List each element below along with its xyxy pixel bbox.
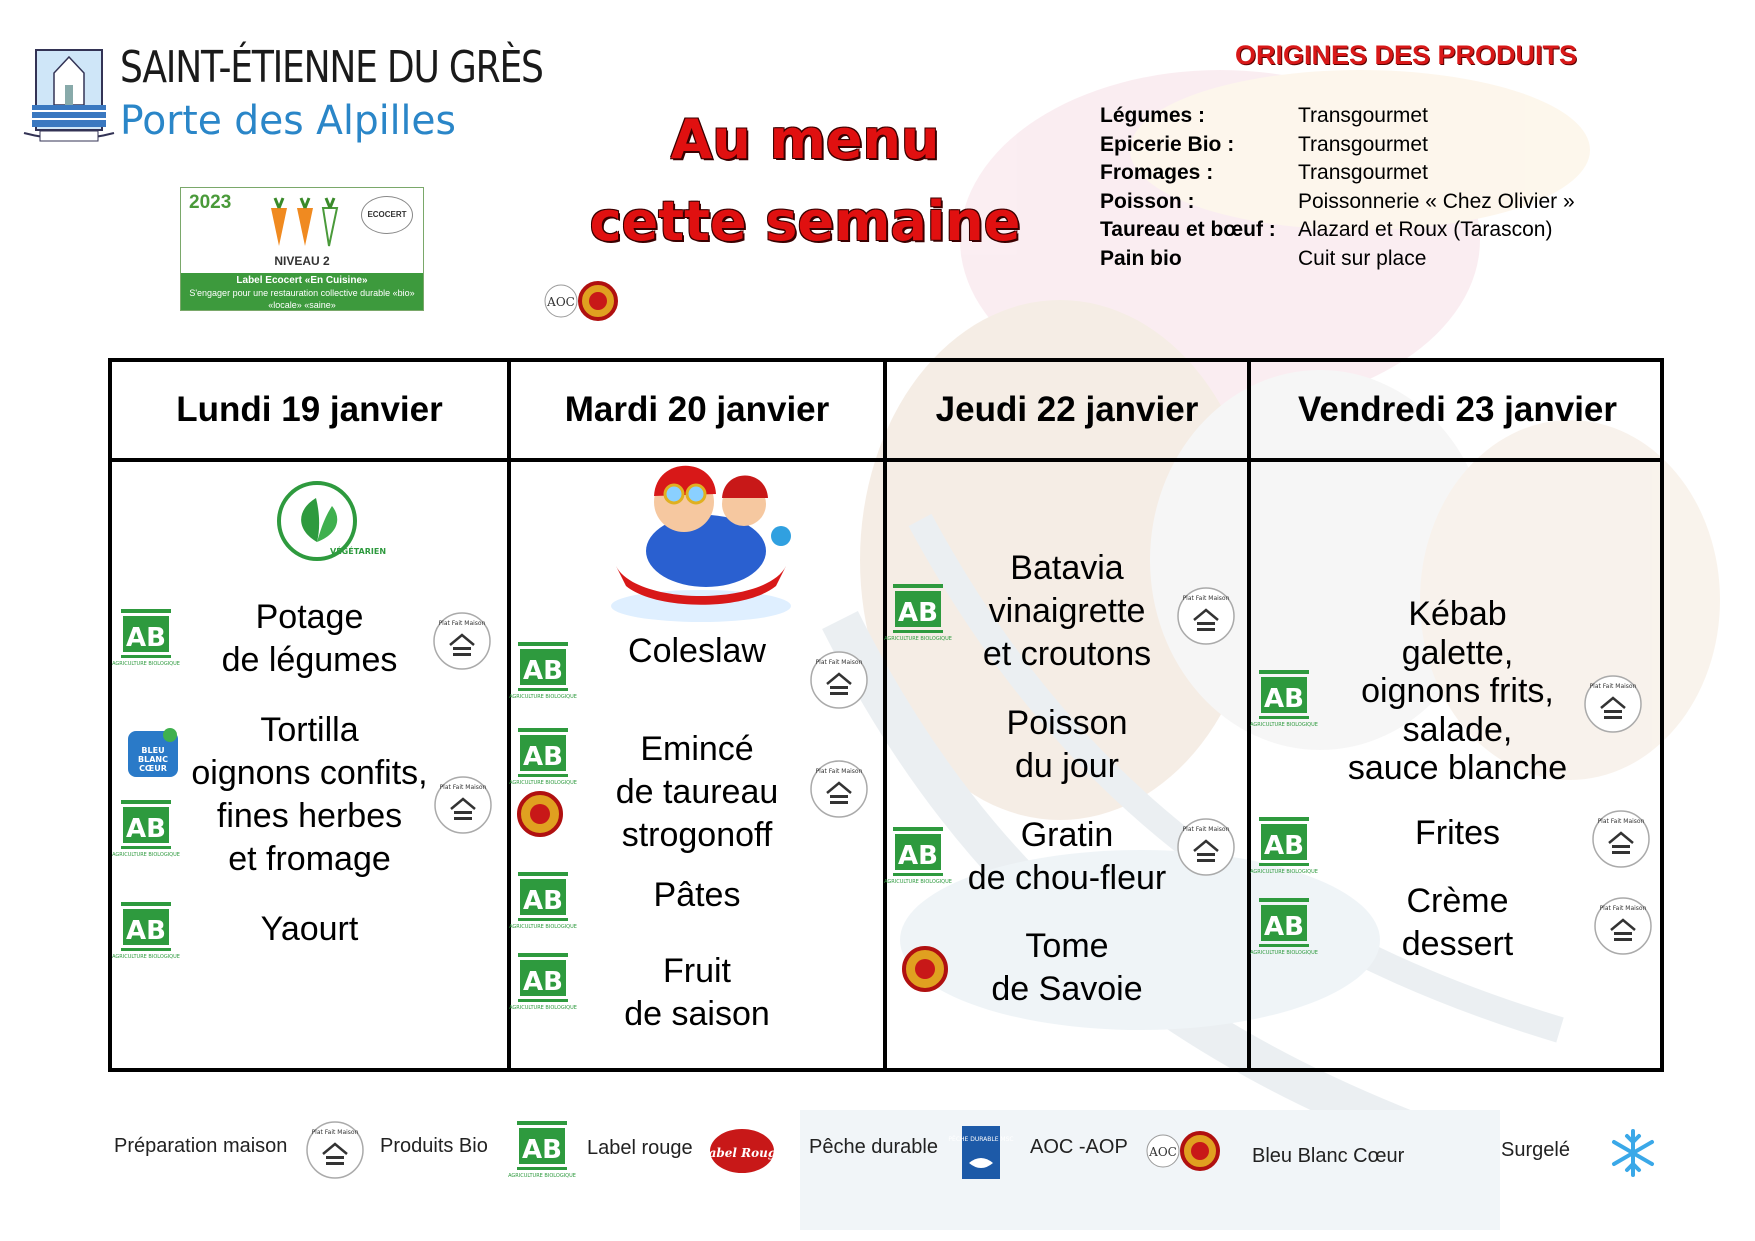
svg-text:Plat Fait Maison: Plat Fait Maison	[1599, 905, 1647, 912]
bio-ab-icon	[509, 642, 577, 700]
bio-ab-icon	[509, 872, 577, 930]
dish-jeudi-4: Tome de Savoie	[991, 927, 1143, 1008]
fait-maison-icon	[809, 650, 869, 710]
town-crest-icon	[22, 45, 117, 145]
menu-table	[108, 358, 1664, 1072]
origin-label: Poisson :	[1100, 189, 1195, 213]
dish-mardi-3: Pâtes	[653, 876, 741, 914]
svg-text:AB: AB	[126, 916, 166, 946]
vegetarian-icon	[276, 480, 387, 562]
bio-ab-icon	[884, 827, 952, 885]
bio-ab-icon	[509, 953, 577, 1011]
bio-ab-icon	[884, 584, 952, 642]
fait-maison-icon	[432, 611, 492, 671]
day-header-jeudi: Jeudi 22 janvier	[935, 390, 1199, 429]
fait-maison-icon	[1593, 896, 1653, 956]
day-header-lundi: Lundi 19 janvier	[176, 390, 443, 429]
svg-text:AGRICULTURE BIOLOGIQUE: AGRICULTURE BIOLOGIQUE	[509, 924, 577, 930]
origins-title: ORIGINES DES PRODUITS	[1235, 40, 1578, 70]
bio-ab-icon	[1250, 898, 1318, 956]
day-header-mardi: Mardi 20 janvier	[564, 390, 830, 429]
dish-vendredi-2: Frites	[1415, 814, 1500, 852]
svg-text:AB: AB	[1264, 684, 1304, 714]
svg-text:AGRICULTURE BIOLOGIQUE: AGRICULTURE BIOLOGIQUE	[508, 1173, 576, 1179]
origin-value: Cuit sur place	[1298, 246, 1427, 270]
svg-text:AGRICULTURE BIOLOGIQUE: AGRICULTURE BIOLOGIQUE	[1250, 950, 1318, 956]
fait-maison-icon	[1176, 586, 1236, 646]
svg-text:Label Rouge: Label Rouge	[700, 1146, 784, 1160]
origin-label: Pain bio	[1100, 246, 1182, 270]
svg-text:Plat Fait Maison: Plat Fait Maison	[815, 659, 863, 666]
carrots-icon	[263, 194, 343, 250]
town-subtitle: Porte des Alpilles	[120, 98, 456, 144]
origin-value: Transgourmet	[1298, 104, 1428, 127]
svg-text:Plat Fait Maison: Plat Fait Maison	[1182, 595, 1230, 602]
svg-text:AGRICULTURE BIOLOGIQUE: AGRICULTURE BIOLOGIQUE	[1250, 722, 1318, 728]
svg-text:Plat Fait Maison: Plat Fait Maison	[815, 768, 863, 775]
bio-ab-icon	[508, 1121, 576, 1179]
svg-text:PÊCHE DURABLE MSC: PÊCHE DURABLE MSC	[948, 1136, 1014, 1143]
legend-bbc: Bleu Blanc Cœur	[1252, 1145, 1405, 1167]
svg-text:Plat Fait Maison: Plat Fait Maison	[1597, 818, 1645, 825]
fait-maison-icon	[1583, 674, 1643, 734]
svg-text:AGRICULTURE BIOLOGIQUE: AGRICULTURE BIOLOGIQUE	[509, 1005, 577, 1011]
svg-text:AGRICULTURE BIOLOGIQUE: AGRICULTURE BIOLOGIQUE	[509, 694, 577, 700]
origin-label: Fromages :	[1100, 161, 1214, 184]
fait-maison-icon	[305, 1120, 365, 1180]
origin-value: Poissonnerie « Chez Olivier »	[1298, 189, 1575, 213]
legend-surgele: Surgelé	[1501, 1139, 1570, 1161]
snowflake-icon	[1608, 1128, 1658, 1178]
fait-maison-icon	[809, 759, 869, 819]
bleu-blanc-coeur-icon	[124, 725, 182, 783]
dish-mardi-4: Fruit de saison	[624, 952, 770, 1033]
dish-jeudi-2: Poisson du jour	[1006, 704, 1128, 785]
fait-maison-icon	[1591, 809, 1651, 869]
legend-bio: Produits Bio	[380, 1135, 488, 1157]
aoc-aop-icon	[543, 280, 619, 322]
bio-ab-icon	[509, 728, 577, 786]
fait-maison-icon	[1176, 817, 1236, 877]
dish-lundi-2: Tortilla oignons confits, fines herbes et fromage	[191, 711, 428, 878]
ecocert-badge: ECOCERT	[361, 196, 413, 234]
svg-text:AGRICULTURE BIOLOGIQUE: AGRICULTURE BIOLOGIQUE	[509, 780, 577, 786]
svg-text:Plat Fait Maison: Plat Fait Maison	[438, 620, 486, 627]
bio-ab-icon	[112, 609, 180, 667]
legend-prep-maison: Préparation maison	[114, 1135, 288, 1157]
svg-text:VÉGÉTARIEN: VÉGÉTARIEN	[330, 547, 387, 556]
aop-icon	[901, 945, 949, 993]
svg-text:BLANC: BLANC	[138, 755, 168, 764]
svg-text:AGRICULTURE BIOLOGIQUE: AGRICULTURE BIOLOGIQUE	[1250, 869, 1318, 875]
ecocert-year: 2023	[189, 192, 232, 213]
bio-ab-icon	[1250, 670, 1318, 728]
svg-text:AGRICULTURE BIOLOGIQUE: AGRICULTURE BIOLOGIQUE	[112, 954, 180, 960]
dish-mardi-2: Emincé de taureau strogonoff	[615, 730, 779, 854]
origin-value: Transgourmet	[1298, 132, 1428, 156]
svg-text:AB: AB	[523, 886, 563, 916]
origin-label: Légumes :	[1100, 104, 1206, 127]
svg-text:Plat Fait Maison: Plat Fait Maison	[439, 784, 487, 791]
svg-text:CŒUR: CŒUR	[139, 764, 167, 773]
svg-text:Plat Fait Maison: Plat Fait Maison	[1182, 826, 1230, 833]
legend-peche: Pêche durable	[809, 1136, 938, 1158]
svg-text:AB: AB	[1264, 912, 1304, 942]
aop-icon	[516, 790, 564, 838]
dish-mardi-1: Coleslaw	[628, 632, 766, 670]
bio-ab-icon	[1250, 817, 1318, 875]
ecocert-band-label: Label Ecocert «En Cuisine»	[236, 275, 368, 286]
origin-label: Epicerie Bio :	[1100, 132, 1235, 156]
origin-value: Transgourmet	[1298, 161, 1428, 184]
day-header-vendredi: Vendredi 23 janvier	[1297, 390, 1618, 429]
svg-text:AB: AB	[898, 841, 938, 871]
svg-text:AGRICULTURE BIOLOGIQUE: AGRICULTURE BIOLOGIQUE	[112, 852, 180, 858]
svg-text:AGRICULTURE BIOLOGIQUE: AGRICULTURE BIOLOGIQUE	[884, 879, 952, 885]
bio-ab-icon	[112, 902, 180, 960]
svg-text:AB: AB	[126, 623, 166, 653]
svg-text:AOC: AOC	[547, 295, 575, 309]
bio-ab-icon	[112, 800, 180, 858]
origin-label: Taureau et bœuf :	[1100, 218, 1276, 241]
origin-value: Alazard et Roux (Tarascon)	[1298, 218, 1553, 241]
dish-jeudi-1: Batavia vinaigrette et croutons	[982, 549, 1152, 673]
page-title-line1: Au menu	[670, 108, 940, 171]
page-title-line2: cette semaine	[589, 190, 1021, 253]
svg-text:AGRICULTURE BIOLOGIQUE: AGRICULTURE BIOLOGIQUE	[112, 661, 180, 667]
ecocert-band	[181, 273, 423, 310]
label-rouge-icon	[700, 1125, 784, 1177]
dish-lundi-3: Yaourt	[260, 910, 359, 948]
ecocert-label	[180, 187, 424, 311]
svg-text:AB: AB	[523, 742, 563, 772]
fait-maison-icon	[433, 775, 493, 835]
legend-label-rouge: Label rouge	[587, 1137, 693, 1159]
peche-durable-icon	[948, 1125, 1014, 1180]
dish-vendredi-1: Kébab galette, oignons frits, salade, sauce blanche	[1347, 595, 1568, 787]
svg-text:Plat Fait Maison: Plat Fait Maison	[311, 1129, 359, 1136]
legend-aoc: AOC -AOP	[1030, 1136, 1128, 1158]
svg-text:AB: AB	[523, 656, 563, 686]
svg-text:AB: AB	[126, 814, 166, 844]
svg-text:AB: AB	[1264, 831, 1304, 861]
dish-jeudi-3: Gratin de chou-fleur	[967, 816, 1167, 897]
ecocert-level: NIVEAU 2	[274, 254, 330, 268]
svg-text:AOC: AOC	[1149, 1145, 1177, 1159]
kids-sledding-illustration	[596, 446, 806, 626]
svg-text:AB: AB	[898, 598, 938, 628]
dish-vendredi-3: Crème dessert	[1401, 882, 1514, 963]
town-name: SAINT-ÉTIENNE DU GRÈS	[120, 42, 543, 93]
dish-lundi-1: Potage de légumes	[221, 598, 398, 679]
svg-text:BLEU: BLEU	[141, 746, 165, 755]
svg-text:AB: AB	[523, 967, 563, 997]
ecocert-band-tagline: S'engager pour une restauration collective durable «bio» «locale» «saine»	[189, 288, 415, 310]
svg-text:Plat Fait Maison: Plat Fait Maison	[1589, 683, 1637, 690]
aoc-aop-legend-icon	[1145, 1130, 1221, 1172]
svg-text:AB: AB	[522, 1135, 562, 1165]
svg-text:AGRICULTURE BIOLOGIQUE: AGRICULTURE BIOLOGIQUE	[884, 636, 952, 642]
